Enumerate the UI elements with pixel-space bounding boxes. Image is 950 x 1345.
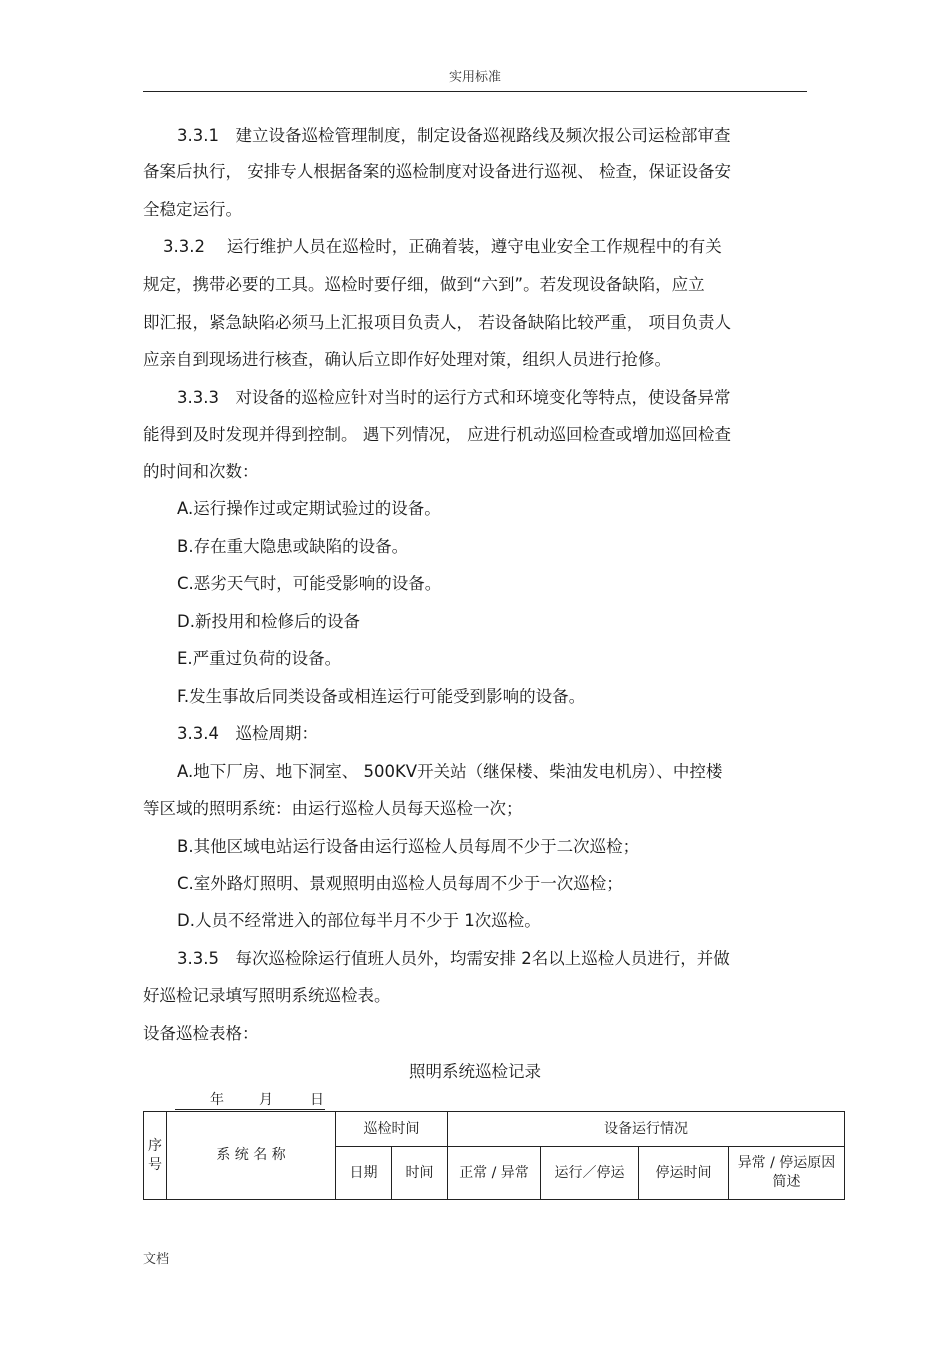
- date-field: [175, 1089, 325, 1110]
- paragraph-line: 备案后执行， 安排专人根据备案的巡检制度对设备进行巡视、 检查，保证设备安: [143, 162, 731, 181]
- paragraph-line: 3.3.5 每次巡检除运行值班人员外，均需安排 2名以上巡检人员进行，并做: [177, 949, 730, 968]
- paragraph-line: 设备巡检表格：: [143, 1024, 259, 1043]
- paragraph-line: 全稳定运行。: [143, 200, 242, 219]
- header-stop-time: 停运时间: [639, 1147, 729, 1200]
- header-seq: 序 号: [144, 1112, 167, 1200]
- header-time: 时间: [392, 1147, 448, 1200]
- list-item: B.存在重大隐患或缺陷的设备。: [177, 537, 409, 556]
- list-item: D.新投用和检修后的设备: [177, 612, 360, 631]
- list-item: C.室外路灯照明、景观照明由巡检人员每周不少于一次巡检；: [177, 874, 623, 893]
- list-item: A.运行操作过或定期试验过的设备。: [177, 499, 441, 518]
- list-item: E.严重过负荷的设备。: [177, 649, 342, 668]
- paragraph-line: 规定，携带必要的工具。巡检时要仔细，做到“六到”。若发现设备缺陷，应立: [143, 275, 705, 294]
- paragraph-line: 等区域的照明系统：由运行巡检人员每天巡检一次；: [143, 799, 523, 818]
- header-system-name: 系 统 名 称: [167, 1112, 336, 1200]
- inspection-record-table: [143, 1111, 845, 1200]
- header-inspection-time: 巡检时间: [336, 1112, 448, 1147]
- header-normal-abnormal: 正常 / 异常: [448, 1147, 541, 1200]
- paragraph-line: 3.3.2 运行维护人员在巡检时，正确着装，遵守电业安全工作规程中的有关: [163, 237, 722, 256]
- paragraph-line: 即汇报，紧急缺陷必须马上汇报项目负责人， 若设备缺陷比较严重， 项目负责人: [143, 313, 731, 332]
- header-divider: [143, 91, 807, 92]
- header-date: 日期: [336, 1147, 392, 1200]
- paragraph-line: 的时间和次数：: [143, 462, 259, 481]
- paragraph-line: 能得到及时发现并得到控制。 遇下列情况， 应进行机动巡回检查或增加巡回检查: [143, 425, 731, 444]
- header-reason: 异常 / 停运原因 简述: [729, 1147, 845, 1200]
- header-run-stop: 运行／停运: [541, 1147, 639, 1200]
- list-item: A.地下厂房、地下洞室、 500KV开关站（继保楼、柴油发电机房）、中控楼: [177, 762, 723, 781]
- header-equipment-status: 设备运行情况: [448, 1112, 845, 1147]
- page-header-title: 实用标准: [448, 70, 501, 85]
- paragraph-line: 好巡检记录填写照明系统巡检表。: [143, 986, 391, 1005]
- date-day-label: 日: [310, 1092, 324, 1108]
- paragraph-line: 3.3.1 建立设备巡检管理制度，制定设备巡视路线及频次报公司运检部审查: [177, 126, 731, 145]
- paragraph-line: 应亲自到现场进行核查，确认后立即作好处理对策，组织人员进行抢修。: [143, 350, 671, 369]
- paragraph-line: 3.3.3 对设备的巡检应针对当时的运行方式和环境变化等特点，使设备异常: [177, 388, 731, 407]
- date-year-label: 年: [210, 1092, 224, 1108]
- list-item: D.人员不经常进入的部位每半月不少于 1次巡检。: [177, 911, 541, 930]
- list-item: F.发生事故后同类设备或相连运行可能受到影响的设备。: [177, 687, 586, 706]
- paragraph-line: 3.3.4 巡检周期：: [177, 724, 318, 743]
- page-footer: 文档: [143, 1252, 170, 1267]
- list-item: B.其他区域电站运行设备由运行巡检人员每周不少于二次巡检；: [177, 837, 640, 856]
- list-item: C.恶劣天气时，可能受影响的设备。: [177, 574, 442, 593]
- table-title: 照明系统巡检记录: [409, 1062, 541, 1081]
- date-month-label: 月: [259, 1092, 273, 1108]
